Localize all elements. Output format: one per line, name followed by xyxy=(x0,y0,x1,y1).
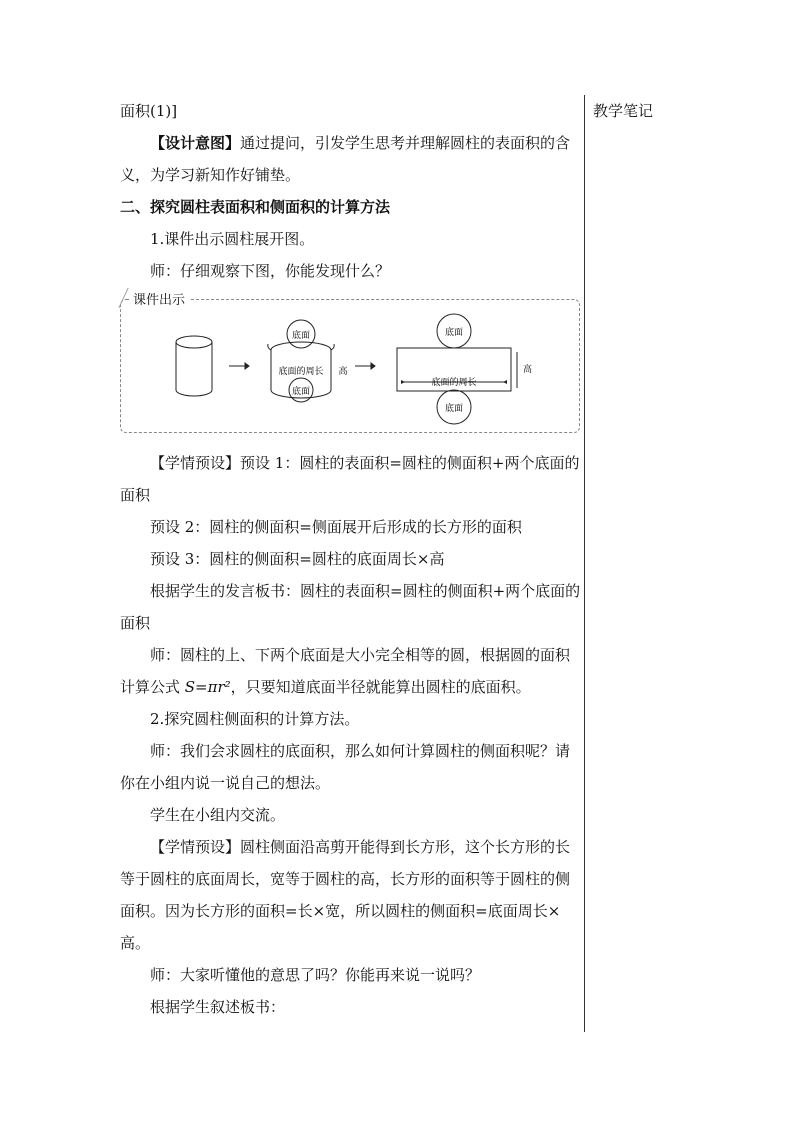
circumference-label: 底面的周长 xyxy=(278,367,324,377)
figure-label: 课件出示 xyxy=(129,289,189,308)
paragraph-continued: 面积(1)] xyxy=(120,102,178,120)
rect-circumference-label: 底面的周长 xyxy=(431,378,477,388)
lesson-content xyxy=(120,95,582,1023)
teacher-explanation-b: ，只要知道底面半径就能算出圆柱的底面积。 xyxy=(230,678,531,696)
height-label: 高 xyxy=(338,367,348,377)
preset-paragraph-2 xyxy=(120,831,582,959)
cylinder-icon xyxy=(176,336,212,396)
preset-label-2: 【学情预设】 xyxy=(150,838,241,856)
arrow-right-icon xyxy=(355,363,375,369)
board-writing-1: 根据学生的发言板书：圆柱的表面积=圆柱的侧面积+两个底面的面积 xyxy=(120,582,581,632)
section-heading: 二、探究圆柱表面积和侧面积的计算方法 xyxy=(120,198,391,216)
teacher-explanation xyxy=(120,639,582,703)
cylinder-net-drawing xyxy=(121,300,579,432)
step-1: 1.课件出示圆柱展开图。 xyxy=(150,230,315,248)
cylinder-net-figure xyxy=(120,293,580,433)
preset-1-text: 预设 1：圆柱的表面积=圆柱的侧面积+两个底面的面积 xyxy=(120,454,580,504)
teacher-question: 师：仔细观察下图，你能发现什么？ xyxy=(150,262,391,280)
design-intent-label: 【设计意图】 xyxy=(150,134,241,152)
teaching-notes-title: 教学笔记 xyxy=(593,102,654,120)
bottom-base-label: 底面 xyxy=(291,387,311,397)
design-intent-paragraph xyxy=(120,127,582,191)
design-intent-text: 通过提问，引发学生思考并理解圆柱的表面积的含义，为学习新知作好铺垫。 xyxy=(120,134,571,184)
arrow-right-icon xyxy=(229,363,249,369)
preset-label: 【学情预设】 xyxy=(150,454,241,472)
step-2: 2.探究圆柱侧面积的计算方法。 xyxy=(150,710,360,728)
preset-text-2: 圆柱侧面沿高剪开能得到长方形，这个长方形的长等于圆柱的底面周长，宽等于圆柱的高，长方形的面积等于圆柱的侧面积。因为长方形的面积=长×宽，所以圆柱的侧面积=底面周长×高。 xyxy=(120,838,571,952)
margin-divider xyxy=(584,95,585,1032)
rect-bottom-base-label: 底面 xyxy=(444,404,464,414)
rect-top-base-label: 底面 xyxy=(444,328,464,338)
rect-height-label: 高 xyxy=(523,365,533,375)
preset-3: 预设 3：圆柱的侧面积=圆柱的底面周长×高 xyxy=(150,550,445,568)
teacher-explanation-a: 师：圆柱的上、下两个底面是大小完全相等的圆，根据圆的面积计算公式 xyxy=(120,646,571,696)
group-discussion: 学生在小组内交流。 xyxy=(150,806,286,824)
preset-paragraph-1 xyxy=(120,447,582,511)
board-writing-2: 根据学生叙述板书： xyxy=(150,998,286,1016)
preset-2: 预设 2：圆柱的侧面积=侧面展开后形成的长方形的面积 xyxy=(150,518,522,536)
teacher-question-3: 师：大家听懂他的意思了吗？你能再来说一说吗？ xyxy=(150,966,481,984)
teacher-question-2: 师：我们会求圆柱的底面积，那么如何计算圆柱的侧面积呢？请你在小组内说一说自己的想法。 xyxy=(120,742,571,792)
top-base-label: 底面 xyxy=(291,331,311,341)
circle-area-formula: S=πr² xyxy=(184,678,231,696)
